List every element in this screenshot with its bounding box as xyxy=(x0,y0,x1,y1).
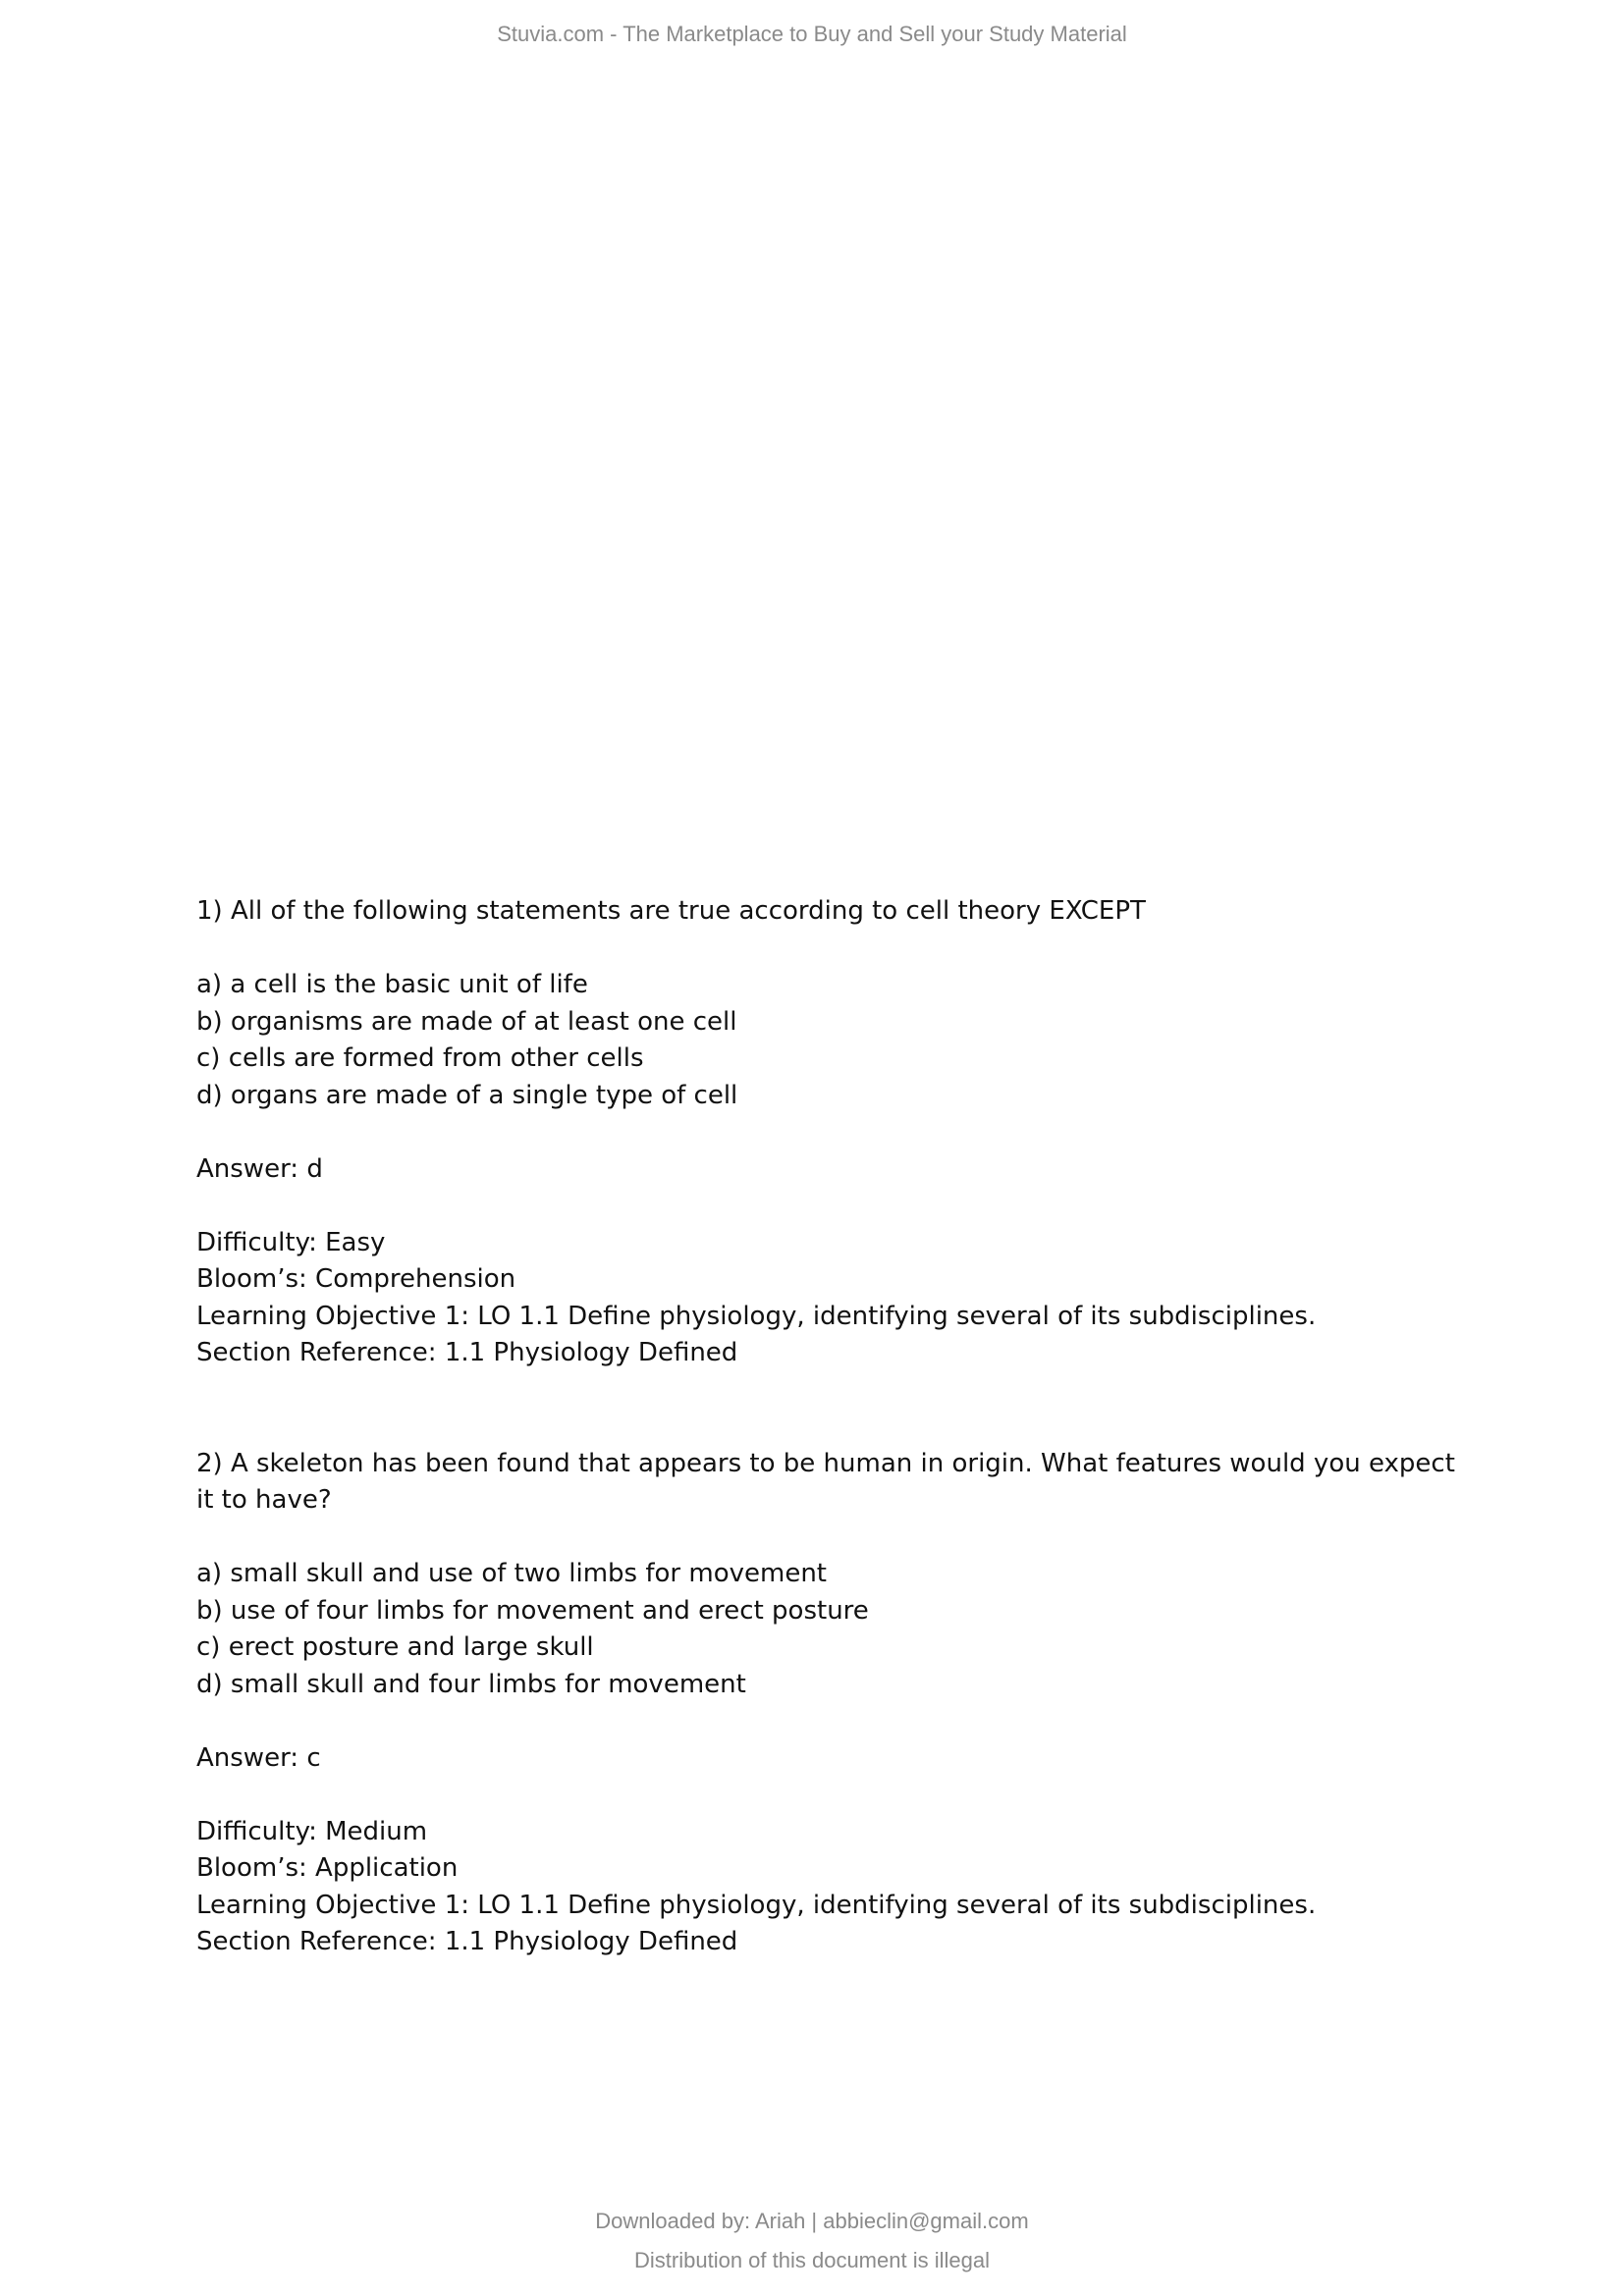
question-stem: 1) All of the following statements are true according to cell theory EXCEPT xyxy=(196,896,1146,926)
downloaded-by-footer: Downloaded by: Ariah | abbieclin@gmail.com xyxy=(595,2209,1029,2233)
answer-option: b) organisms are made of at least one cell xyxy=(196,1006,737,1037)
answer-option: d) organs are made of a single type of cell xyxy=(196,1080,738,1110)
distribution-notice: Distribution of this document is illegal xyxy=(634,2248,990,2272)
section-reference: Section Reference: 1.1 Physiology Defined xyxy=(196,1927,738,1956)
question-block xyxy=(196,1446,1473,1961)
question-stem: 2) A skeleton has been found that appears to be human in origin. What features would you expect it to have? xyxy=(196,1448,1455,1515)
blooms-label: Bloom’s: Comprehension xyxy=(196,1264,516,1294)
answer-option: c) erect posture and large skull xyxy=(196,1632,594,1662)
learning-objective: Learning Objective 1: LO 1.1 Define physiology, identifying several of its subdisciplines. xyxy=(196,1301,1317,1331)
correct-answer: Answer: c xyxy=(196,1742,321,1773)
stuvia-header: Stuvia.com - The Marketplace to Buy and Sell your Study Material xyxy=(497,22,1127,46)
answer-option: d) small skull and four limbs for movement xyxy=(196,1669,746,1699)
difficulty-label: Difficulty: Medium xyxy=(196,1816,428,1846)
difficulty-label: Difficulty: Easy xyxy=(196,1227,386,1257)
question-block xyxy=(196,893,1473,1372)
answer-option: a) small skull and use of two limbs for movement xyxy=(196,1559,827,1588)
answer-option: b) use of four limbs for movement and erect posture xyxy=(196,1595,869,1626)
question-list xyxy=(196,893,1473,1961)
section-reference: Section Reference: 1.1 Physiology Defined xyxy=(196,1338,738,1367)
correct-answer: Answer: d xyxy=(196,1153,323,1184)
answer-option: a) a cell is the basic unit of life xyxy=(196,970,588,999)
answer-option: c) cells are formed from other cells xyxy=(196,1043,644,1073)
learning-objective: Learning Objective 1: LO 1.1 Define physiology, identifying several of its subdisciplines. xyxy=(196,1890,1317,1920)
blooms-label: Bloom’s: Application xyxy=(196,1853,459,1883)
